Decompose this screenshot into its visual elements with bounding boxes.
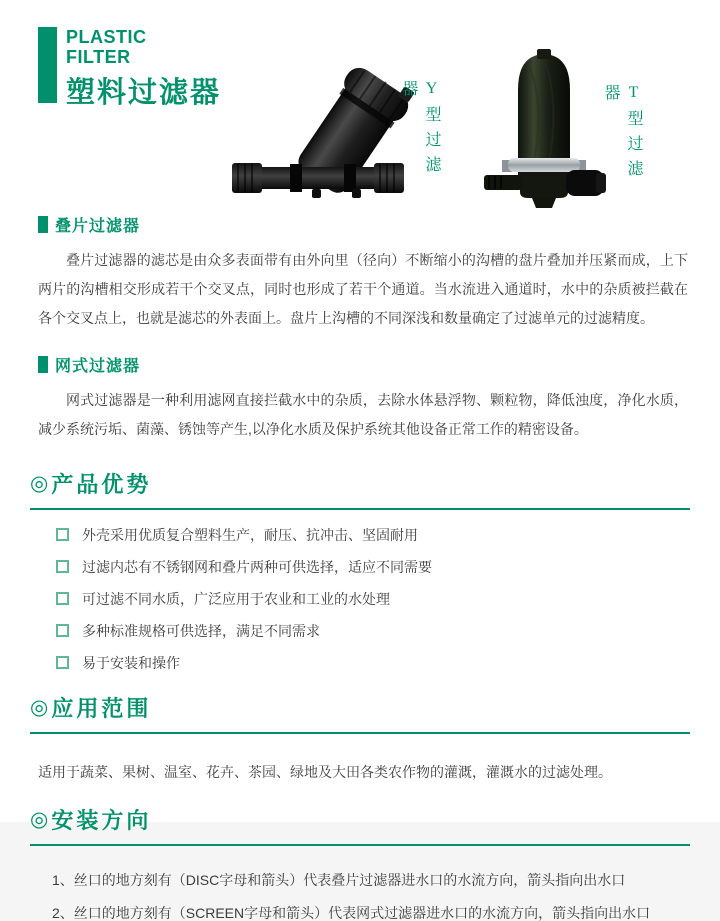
t-filter-illustration (478, 48, 610, 208)
list-item: 1、丝口的地方刻有（DISC字母和箭头）代表叠片过滤器进水口的水流方向，箭头指向出水口 (52, 872, 626, 888)
screen-filter-description: 网式过滤器是一种利用滤网直接拦截水中的杂质，去除水体悬浮物、颗粒物，降低浊度，净化水质，减少系统污垢、菌藻、锈蚀等产生,以净化水质及保护系统其他设备正常工作的精密设备。 (38, 392, 688, 437)
bullseye-bullet-icon: ◎ (30, 472, 49, 495)
square-bullet-icon (38, 216, 48, 233)
section-application-header (30, 692, 690, 723)
bullseye-bullet-icon: ◎ (30, 696, 49, 719)
section-divider (30, 508, 690, 510)
t-type-filter-photo (478, 48, 610, 213)
checkbox-icon (56, 624, 69, 637)
list-item (56, 527, 690, 542)
checkbox-icon (56, 656, 69, 669)
section-advantages-header (30, 468, 690, 499)
list-item (56, 559, 690, 574)
list-item (56, 623, 690, 638)
section-disc-filter-header (38, 213, 682, 236)
section-installation-title: 安装方向 (51, 808, 152, 833)
section-installation-header (30, 804, 690, 835)
title-english-line2: FILTER (66, 47, 131, 68)
section-divider (30, 844, 690, 846)
checkbox-icon (56, 560, 69, 573)
section-divider (30, 732, 690, 734)
list-item (56, 591, 690, 606)
application-description: 适用于蔬菜、果树、温室、花卉、茶园、绿地及大田各类农作物的灌溉，灌溉水的过滤处理。 (38, 764, 612, 780)
advantage-text: 易于安装和操作 (82, 654, 180, 671)
brand-block (38, 27, 221, 111)
page-title: 塑料过滤器 (66, 77, 222, 110)
list-item: 2、丝口的地方刻有（SCREEN字母和箭头）代表网式过滤器进水口的水流方向，箭头指向出水口 (52, 905, 651, 921)
checkbox-icon (56, 592, 69, 605)
y-filter-label: Y型过滤器 (400, 80, 440, 181)
advantages-list (56, 527, 690, 670)
section-advantages-title: 产品优势 (51, 472, 152, 497)
section-application-title: 应用范围 (51, 696, 152, 721)
section-screen-filter-title: 网式过滤器 (55, 358, 141, 375)
section-screen-filter-header (38, 353, 682, 376)
advantage-text: 过滤内芯有不锈钢网和叠片两种可供选择，适应不同需要 (82, 558, 432, 575)
section-disc-filter-title: 叠片过滤器 (55, 218, 141, 235)
brand-titles (66, 27, 221, 111)
title-english (66, 27, 221, 67)
t-filter-label: T型过滤器 (602, 84, 642, 185)
square-bullet-icon (38, 356, 48, 373)
page-header (0, 0, 720, 205)
bullseye-bullet-icon: ◎ (30, 808, 49, 831)
y-filter-illustration (228, 64, 406, 210)
checkbox-icon (56, 528, 69, 541)
advantage-text: 多种标准规格可供选择，满足不同需求 (82, 622, 320, 639)
list-item (56, 655, 690, 670)
advantage-text: 外壳采用优质复合塑料生产，耐压、抗冲击、坚固耐用 (82, 526, 418, 543)
advantage-text: 可过滤不同水质，广泛应用于农业和工业的水处理 (82, 590, 390, 607)
brand-bar-icon (38, 27, 57, 103)
installation-list (52, 873, 690, 921)
title-english-line1: PLASTIC (66, 27, 147, 47)
y-type-filter-photo (228, 64, 406, 215)
disc-filter-description: 叠片过滤器的滤芯是由众多表面带有由外向里（径向）不断缩小的沟槽的盘片叠加并压紧而成，上下两片的沟槽相交形成若干个交叉点，同时也形成了若干个通道。当水流进入通道时，水中的杂质被拦截在各个交叉点上，也就是滤芯的外表面上。盘片上沟槽的不同深浅和数量确定了过滤单元的过滤精度。 (38, 252, 688, 326)
